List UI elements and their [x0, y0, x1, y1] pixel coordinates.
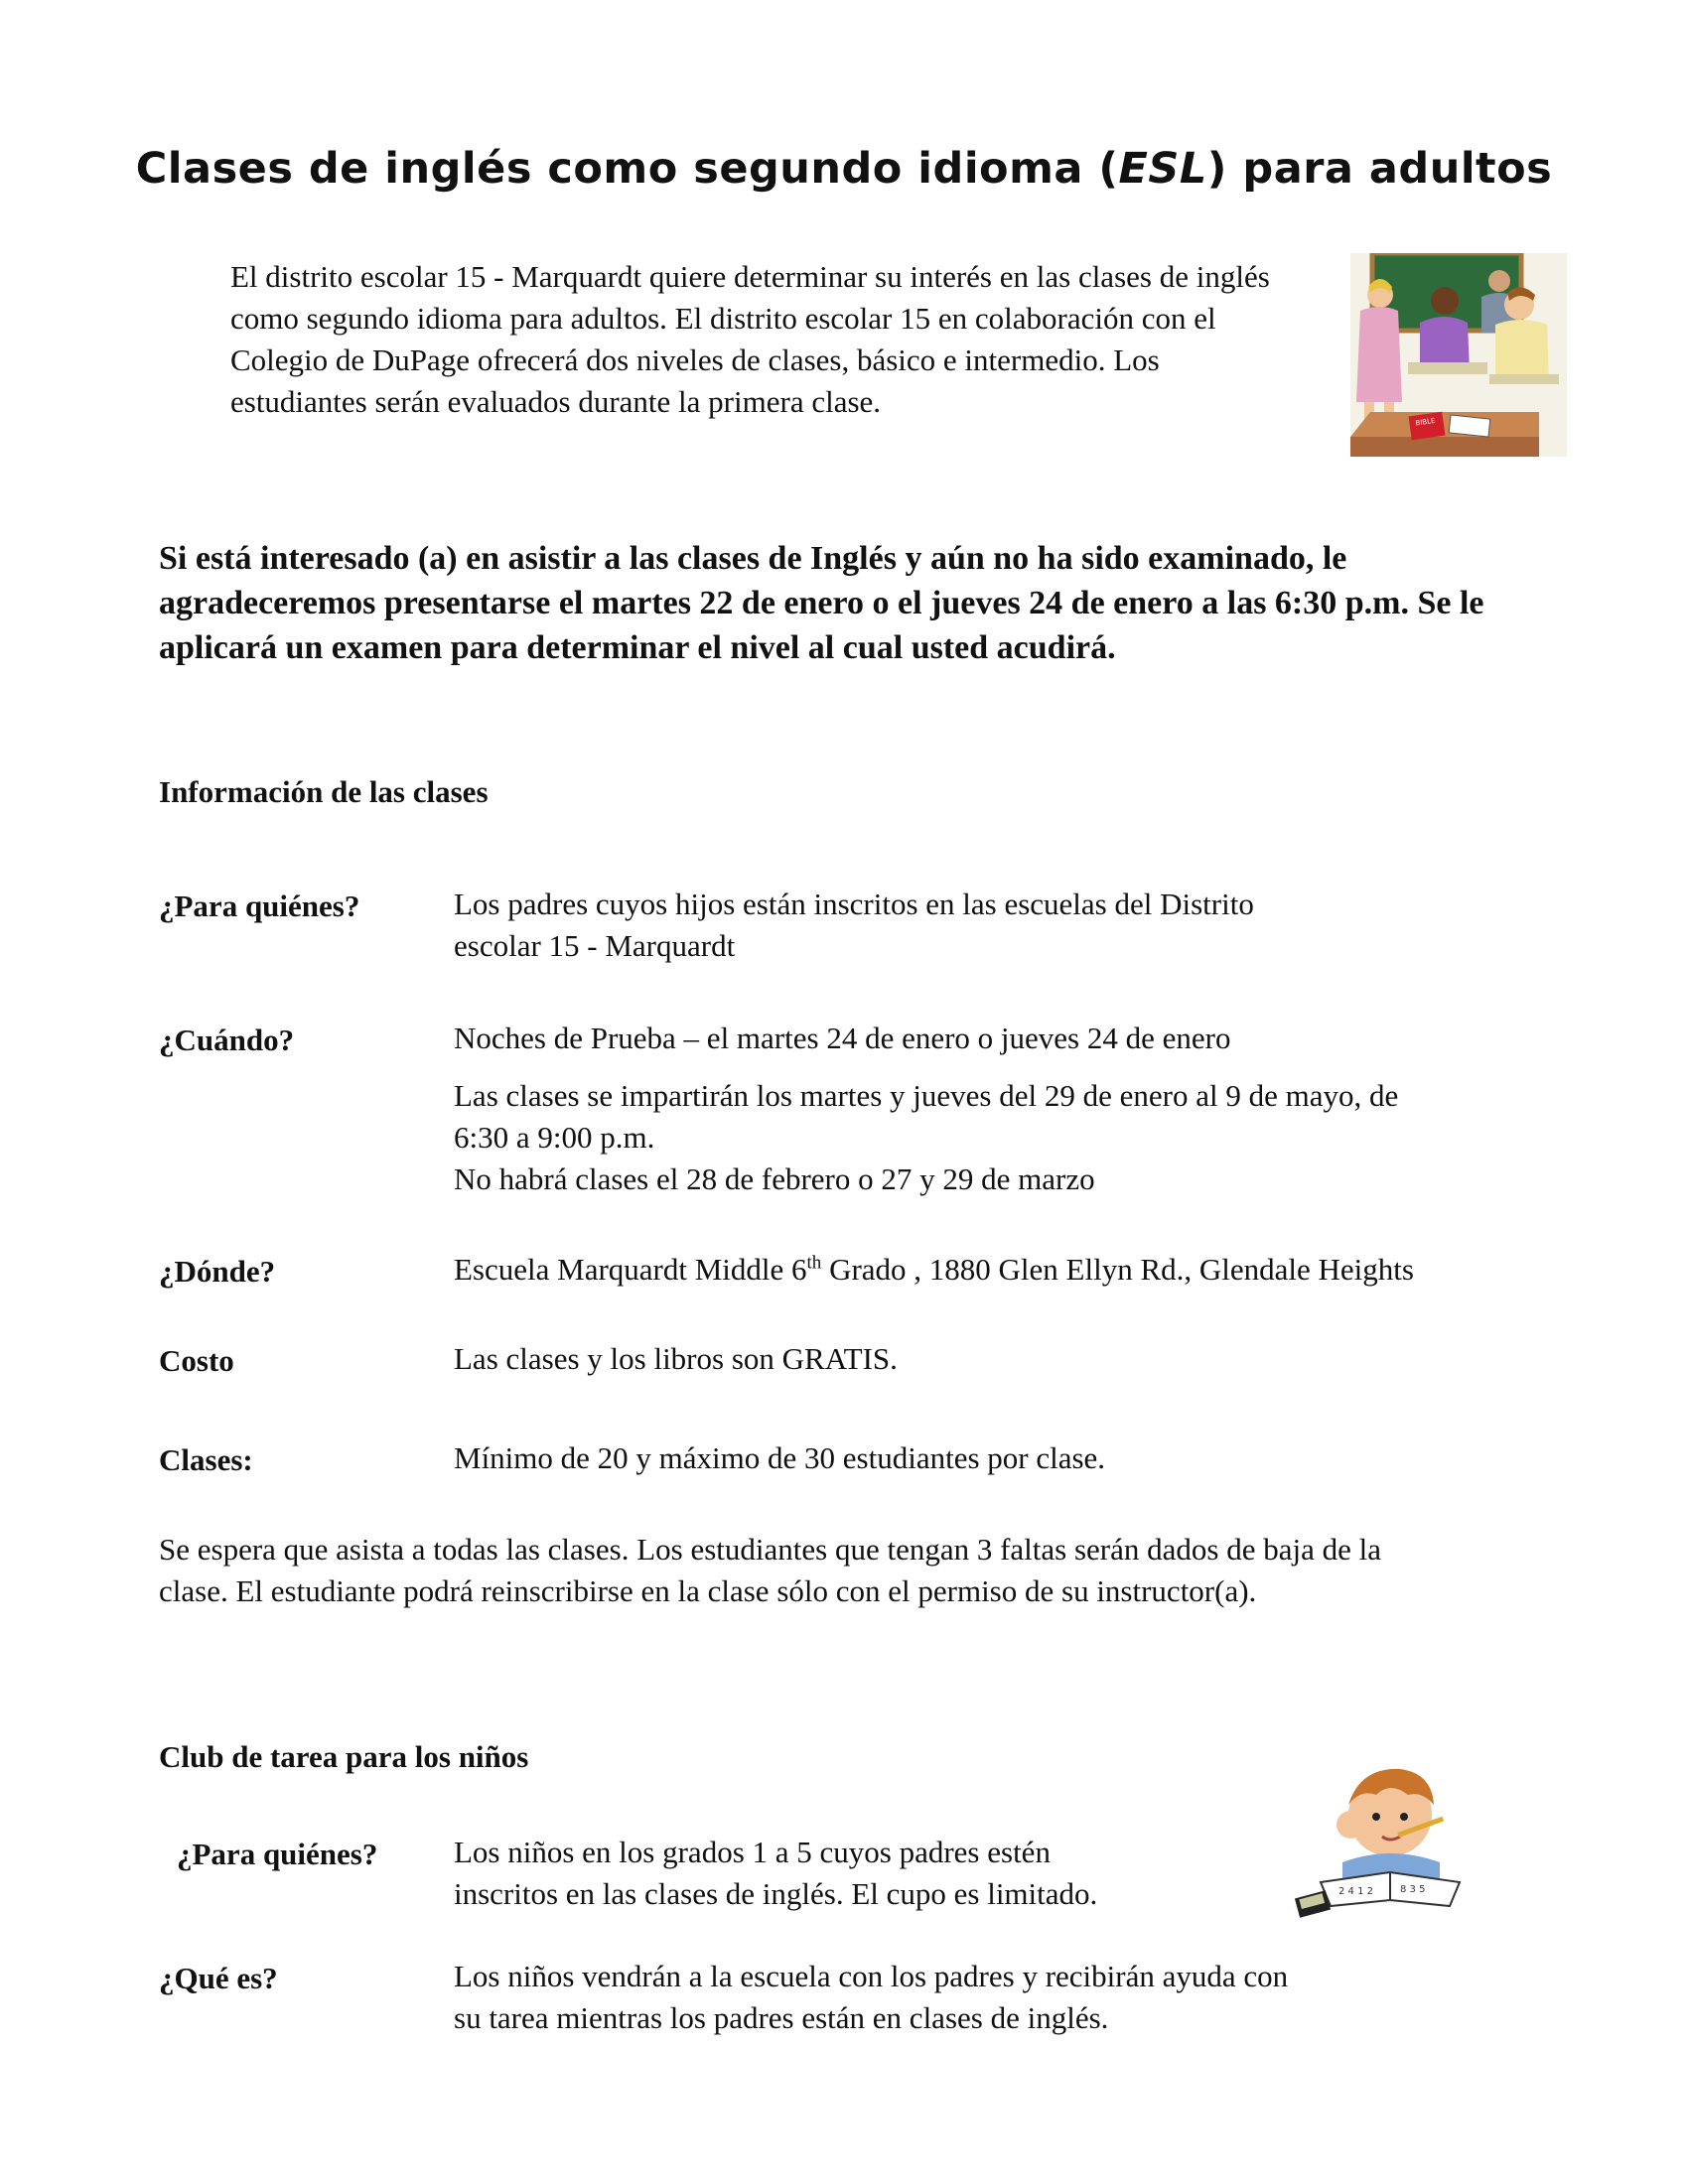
- club-what-label: ¿Qué es?: [159, 1961, 278, 1995]
- club-who-line-1: Los niños en los grados 1 a 5 cuyos padres estén: [454, 1835, 1051, 1869]
- club-what-value: [454, 1956, 1586, 2039]
- when-line-3: 6:30 a 9:00 p.m.: [454, 1120, 655, 1155]
- class-info-heading: Información de las clases: [159, 774, 489, 809]
- when-line-2: Las clases se impartirán los martes y jueves del 29 de enero al 9 de mayo, de: [454, 1078, 1399, 1113]
- title-main: Clases de inglés como segundo idioma (: [135, 144, 1119, 194]
- where-label: ¿Dónde?: [159, 1254, 276, 1289]
- attendance-paragraph: Se espera que asista a todas las clases. Los estudiantes que tengan 3 faltas serán dados de baja de la clase. El estudiante podrá reinscribirse en la clase sólo con el permiso de su instructor(a).: [159, 1532, 1381, 1608]
- notice-paragraph: Si está interesado (a) en asistir a las clases de Inglés y aún no ha sido examinado, le agradeceremos presentarse el martes 22 de enero o el jueves 24 de enero a las 6:30 p.m. Se le aplicará un examen para determinar el nivel al cual usted acudirá.: [159, 540, 1484, 666]
- club-who-line-2: inscritos en las clases de inglés. El cupo es limitado.: [454, 1876, 1098, 1911]
- classes-value: Mínimo de 20 y máximo de 30 estudiantes por clase.: [454, 1440, 1106, 1475]
- classes-label: Clases:: [159, 1442, 253, 1477]
- where-pre: Escuela Marquardt Middle 6: [454, 1252, 807, 1287]
- who-line-1: Los padres cuyos hijos están inscritos en las escuelas del Distrito: [454, 887, 1254, 921]
- cost-value: Las clases y los libros son GRATIS.: [454, 1341, 898, 1376]
- who-label: ¿Para quiénes?: [159, 888, 360, 923]
- page-title: [0, 144, 1688, 194]
- who-line-2: escolar 15 - Marquardt: [454, 928, 736, 963]
- svg-text:2 4 1 2: 2 4 1 2: [1338, 1886, 1373, 1897]
- club-who-value: [454, 1832, 1347, 1915]
- title-esl: ESL: [1118, 144, 1207, 194]
- svg-text:8 3 5: 8 3 5: [1400, 1884, 1426, 1895]
- title-end: ) para adultos: [1206, 144, 1553, 194]
- club-what-line-2: su tarea mientras los padres están en clases de inglés.: [454, 2000, 1109, 2035]
- where-sup: th: [806, 1252, 822, 1274]
- book-label: BIBLE: [1414, 416, 1436, 428]
- when-line-1: Noches de Prueba – el martes 24 de enero o jueves 24 de enero: [454, 1021, 1231, 1055]
- who-value: [454, 884, 1586, 967]
- homework-club-heading: Club de tarea para los niños: [159, 1739, 529, 1774]
- child-studying-illustration: [1291, 1755, 1475, 1924]
- when-label: ¿Cuándo?: [159, 1023, 295, 1057]
- club-what-line-1: Los niños vendrán a la escuela con los padres y recibirán ayuda con: [454, 1959, 1289, 1993]
- where-value: [454, 1249, 1665, 1291]
- cost-label: Costo: [159, 1343, 234, 1378]
- intro-paragraph: El distrito escolar 15 - Marquardt quiere determinar su interés en las clases de inglés como segundo idioma para adultos. El distrito escolar 15 en colaboración con el Colegio de DuPage ofrecerá dos niveles de clases, básico e intermedio. Los estudiantes serán evaluados durante la primera clase.: [230, 259, 1270, 419]
- where-post: Grado , 1880 Glen Ellyn Rd., Glendale Heights: [821, 1252, 1414, 1287]
- classroom-illustration: [1350, 253, 1567, 457]
- when-schedule: [454, 1075, 1586, 1200]
- club-who-label: ¿Para quiénes?: [177, 1837, 378, 1871]
- when-line-4: No habrá clases el 28 de febrero o 27 y 29 de marzo: [454, 1161, 1095, 1196]
